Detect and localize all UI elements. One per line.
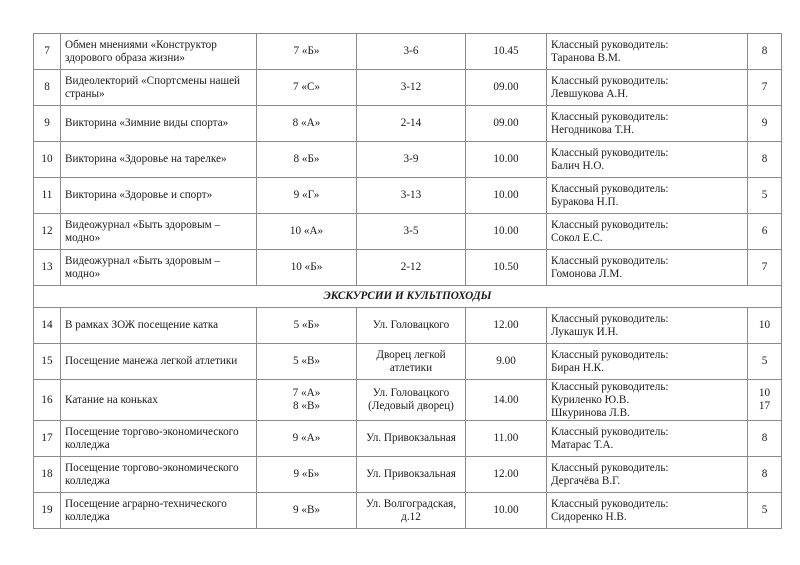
place-cell: 3-12 — [357, 70, 466, 106]
place-line: Ул. Головацкого — [372, 387, 450, 399]
place-cell — [357, 344, 466, 380]
count-value: 17 — [758, 400, 771, 412]
responsible-cell — [547, 344, 748, 380]
place-line: Ул. Головацкого — [372, 319, 450, 331]
responsible-name: Гомонова Л.М. — [551, 267, 623, 280]
responsible-cell — [547, 142, 748, 178]
class-value: 5 «Б» — [293, 319, 320, 331]
time-cell: 09.00 — [466, 106, 547, 142]
table-row — [34, 380, 782, 421]
class-cell — [257, 421, 357, 457]
count-cell: 5 — [748, 344, 782, 380]
event-name: Викторина «Здоровье и спорт» — [61, 178, 257, 214]
count-cell: 8 — [748, 142, 782, 178]
responsible-title: Классный руководитель: — [551, 380, 669, 393]
table-row — [34, 142, 782, 178]
class-cell: 7 «С» — [257, 70, 357, 106]
time-cell: 9.00 — [466, 344, 547, 380]
responsible-name: Лукашук И.Н. — [551, 325, 619, 338]
count-cell: 7 — [748, 70, 782, 106]
event-name: Посещение манежа легкой атлетики — [61, 344, 257, 380]
responsible-title: Классный руководитель: — [551, 182, 669, 195]
responsible-cell — [547, 70, 748, 106]
count-cell — [748, 380, 782, 421]
table-row — [34, 214, 782, 250]
class-cell — [257, 493, 357, 529]
row-number: 19 — [34, 493, 61, 529]
class-value: 7 «А» — [292, 387, 321, 399]
responsible-name: Балич Н.О. — [551, 159, 605, 172]
section-header-row — [34, 286, 782, 308]
class-value: 9 «В» — [292, 504, 321, 516]
count-cell: 10 — [748, 308, 782, 344]
class-cell: 7 «Б» — [257, 34, 357, 70]
row-number: 18 — [34, 457, 61, 493]
class-value: 9 «Б» — [293, 468, 320, 480]
row-number: 14 — [34, 308, 61, 344]
responsible-cell — [547, 308, 748, 344]
responsible-name: Куриленко Ю.В. — [551, 393, 630, 406]
section-title: ЭКСКУРСИИ И КУЛЬТПОХОДЫ — [34, 286, 782, 308]
event-name: Викторина «Здоровье на тарелке» — [61, 142, 257, 178]
row-number: 11 — [34, 178, 61, 214]
responsible-cell — [547, 380, 748, 421]
class-cell: 10 «А» — [257, 214, 357, 250]
responsible-cell — [547, 106, 748, 142]
responsible-title: Классный руководитель: — [551, 146, 669, 159]
responsible-name: Матарас Т.А. — [551, 438, 614, 451]
place-cell: 2-14 — [357, 106, 466, 142]
count-cell: 8 — [748, 421, 782, 457]
class-value: 5 «В» — [292, 355, 321, 367]
count-cell: 5 — [748, 178, 782, 214]
responsible-cell — [547, 250, 748, 286]
place-cell: 3-6 — [357, 34, 466, 70]
responsible-title: Классный руководитель: — [551, 312, 669, 325]
event-name: В рамках ЗОЖ посещение катка — [61, 308, 257, 344]
event-name: Посещение торгово-экономического колледжа — [61, 421, 257, 457]
place-cell: 3-13 — [357, 178, 466, 214]
place-cell: 3-5 — [357, 214, 466, 250]
class-value: 8 «В» — [292, 400, 321, 412]
count-cell: 6 — [748, 214, 782, 250]
responsible-name: Левшукова А.Н. — [551, 87, 629, 100]
place-cell: 2-12 — [357, 250, 466, 286]
responsible-title: Классный руководитель: — [551, 110, 669, 123]
event-name: Обмен мнениями «Конструктор здорового образа жизни» — [61, 34, 257, 70]
time-cell: 10.50 — [466, 250, 547, 286]
count-cell: 7 — [748, 250, 782, 286]
place-line: (Ледовый дворец) — [368, 400, 454, 412]
row-number: 10 — [34, 142, 61, 178]
time-cell: 10.00 — [466, 493, 547, 529]
responsible-cell — [547, 214, 748, 250]
place-line: Ул. Волгоградская, — [365, 497, 457, 510]
event-name: Видеожурнал «Быть здоровым – модно» — [61, 214, 257, 250]
responsible-cell — [547, 457, 748, 493]
place-cell — [357, 380, 466, 421]
place-cell — [357, 493, 466, 529]
place-cell — [357, 421, 466, 457]
responsible-name: Биран Н.К. — [551, 361, 604, 374]
count-cell: 8 — [748, 457, 782, 493]
class-cell: 10 «Б» — [257, 250, 357, 286]
table-row — [34, 344, 782, 380]
responsible-name: Сидоренко Н.В. — [551, 510, 627, 523]
table-row — [34, 178, 782, 214]
responsible-title: Классный руководитель: — [551, 254, 669, 267]
time-cell: 10.45 — [466, 34, 547, 70]
responsible-name: Таранова В.М. — [551, 51, 621, 64]
responsible-title: Классный руководитель: — [551, 425, 669, 438]
place-cell — [357, 457, 466, 493]
responsible-title: Классный руководитель: — [551, 218, 669, 231]
responsible-name: Сокол Е.С. — [551, 231, 603, 244]
place-cell — [357, 308, 466, 344]
responsible-title: Классный руководитель: — [551, 497, 669, 510]
row-number: 7 — [34, 34, 61, 70]
place-line: Дворец легкой — [376, 348, 446, 361]
time-cell: 10.00 — [466, 214, 547, 250]
table-row — [34, 70, 782, 106]
class-cell — [257, 344, 357, 380]
responsible-cell — [547, 421, 748, 457]
responsible-cell — [547, 178, 748, 214]
event-name: Викторина «Зимние виды спорта» — [61, 106, 257, 142]
row-number: 15 — [34, 344, 61, 380]
table-row — [34, 250, 782, 286]
event-name: Катание на коньках — [61, 380, 257, 421]
row-number: 17 — [34, 421, 61, 457]
table-row — [34, 308, 782, 344]
responsible-title: Классный руководитель: — [551, 348, 669, 361]
time-cell: 10.00 — [466, 142, 547, 178]
class-cell — [257, 308, 357, 344]
responsible-name: Дергачёва В.Г. — [551, 474, 621, 487]
table-row — [34, 457, 782, 493]
table-row — [34, 421, 782, 457]
time-cell: 14.00 — [466, 380, 547, 421]
time-cell: 12.00 — [466, 457, 547, 493]
class-cell — [257, 380, 357, 421]
events-table — [33, 33, 782, 529]
event-name: Видеожурнал «Быть здоровым – модно» — [61, 250, 257, 286]
row-number: 12 — [34, 214, 61, 250]
responsible-title: Классный руководитель: — [551, 38, 669, 51]
time-cell: 09.00 — [466, 70, 547, 106]
event-name: Видеолекторий «Спортсмены нашей страны» — [61, 70, 257, 106]
table-row — [34, 34, 782, 70]
class-cell: 8 «Б» — [257, 142, 357, 178]
event-name: Посещение аграрно-технического колледжа — [61, 493, 257, 529]
event-name: Посещение торгово-экономического колледжа — [61, 457, 257, 493]
class-cell — [257, 457, 357, 493]
place-line: атлетики — [389, 361, 433, 374]
count-value: 10 — [758, 387, 771, 399]
responsible-cell — [547, 34, 748, 70]
table-row — [34, 493, 782, 529]
row-number: 8 — [34, 70, 61, 106]
responsible-title: Классный руководитель: — [551, 74, 669, 87]
responsible-name: Шкуринова Л.В. — [551, 406, 630, 419]
count-cell: 9 — [748, 106, 782, 142]
count-cell: 8 — [748, 34, 782, 70]
responsible-name: Негодникова Т.Н. — [551, 123, 635, 136]
responsible-name: Буракова Н.П. — [551, 195, 619, 208]
time-cell: 11.00 — [466, 421, 547, 457]
row-number: 9 — [34, 106, 61, 142]
responsible-cell — [547, 493, 748, 529]
class-value: 9 «А» — [292, 432, 321, 444]
table-row — [34, 106, 782, 142]
row-number: 16 — [34, 380, 61, 421]
time-cell: 10.00 — [466, 178, 547, 214]
count-cell: 5 — [748, 493, 782, 529]
row-number: 13 — [34, 250, 61, 286]
place-line: д.12 — [401, 510, 421, 523]
place-line: Ул. Привокзальная — [366, 432, 456, 444]
place-line: Ул. Привокзальная — [366, 468, 456, 480]
place-cell: 3-9 — [357, 142, 466, 178]
time-cell: 12.00 — [466, 308, 547, 344]
class-cell: 9 «Г» — [257, 178, 357, 214]
class-cell: 8 «А» — [257, 106, 357, 142]
responsible-title: Классный руководитель: — [551, 461, 669, 474]
